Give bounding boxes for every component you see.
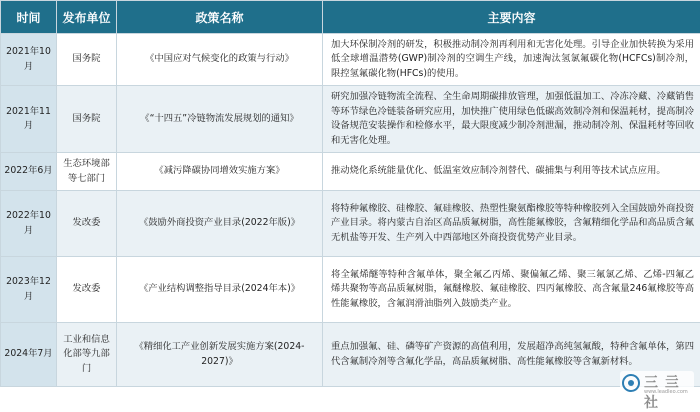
cell-policy: 《产业结构调整指导目录(2024年本)》 <box>117 257 323 323</box>
cell-unit: 国务院 <box>57 86 117 153</box>
header-policy: 政策名称 <box>117 1 323 34</box>
cell-time: 2023年12月 <box>1 257 57 323</box>
cell-policy: 《鼓励外商投资产业目录(2022年版)》 <box>117 191 323 257</box>
cell-content: 加大环保制冷剂的研发，积极推动制冷剂再利用和无害化处理。引导企业加快转换为采用低全球增温潜势(GWP)制冷剂的空调生产线，加速淘汰氢氯氟碳化物(HCFCs)制冷剂，限控氢氟碳化物(HFCs)的使用。 <box>323 34 700 86</box>
watermark-name: 三 亖 <box>644 372 694 412</box>
table-row <box>1 323 700 387</box>
cell-content: 重点加强氟、硅、磷等矿产资源的高值利用，发展超净高纯氢氟酸，特种含氟单体，第四代含氟制冷剂等含氟化学品，高品质氟树脂、高性能氟橡胶等含氟新材料。 <box>323 323 700 387</box>
header-time: 时间 <box>1 1 57 34</box>
cell-policy: 《精细化工产业创新发展实施方案(2024-2027)》 <box>117 323 323 387</box>
cell-unit: 国务院 <box>57 34 117 86</box>
cell-content: 将全氟烯醚等特种含氟单体，聚全氟乙丙烯、聚偏氟乙烯、聚三氟氯乙烯、乙烯-四氟乙烯共聚物等高品质氟树脂，氟醚橡胶、氟硅橡胶、四丙氟橡胶、高含氟量246氟橡胶等高性能氟橡胶，含氟润滑油脂列入鼓励类产业。 <box>323 257 700 323</box>
cell-policy: 《中国应对气候变化的政策与行动》 <box>117 34 323 86</box>
cell-time: 2022年10月 <box>1 191 57 257</box>
cell-time: 2024年7月 <box>1 323 57 387</box>
cell-time: 2022年6月 <box>1 153 57 191</box>
watermark-logo <box>620 371 694 397</box>
header-content: 主要内容 <box>323 1 700 34</box>
cell-unit: 发改委 <box>57 191 117 257</box>
cell-unit: 生态环境部等七部门 <box>57 153 117 191</box>
cell-time: 2021年11月 <box>1 86 57 153</box>
table-row <box>1 86 700 153</box>
cell-policy: 《“十四五”冷链物流发展规划的通知》 <box>117 86 323 153</box>
cell-content: 将特种氟橡胶、硅橡胶、氟硅橡胶、热塑性聚氨酯橡胶等特种橡胶列入全国鼓励外商投资产业目录。将内蒙古自治区高品质氟树脂，高性能氟橡胶，含氟精细化学品和高品质含氟无机盐等开发、生产列入中西部地区外商投资优势产业目录。 <box>323 191 700 257</box>
cell-unit: 发改委 <box>57 257 117 323</box>
table-row <box>1 34 700 86</box>
cell-content: 研究加强冷链物流全流程、全生命周期碳排放管理，加强低温加工、冷冻冷藏、冷藏销售等环节绿色冷链装备研究应用，加快推广使用绿色低碳高效制冷剂和保温耗材，提高制冷设备规范安装操作和检修水平，最大限度减少制冷剂泄漏，推动制冷剂、保温耗材等回收和无害化处理。 <box>323 86 700 153</box>
header-unit: 发布单位 <box>57 1 117 34</box>
cell-time: 2021年10月 <box>1 34 57 86</box>
logo-icon <box>622 374 640 392</box>
cell-content: 推动烧化系统能量优化、低温室效应制冷剂替代、碳捕集与利用等技术试点应用。 <box>323 153 700 191</box>
cell-policy: 《减污降碳协同增效实施方案》 <box>117 153 323 191</box>
table-row <box>1 191 700 257</box>
watermark-url: www.leadleo.com <box>644 389 688 395</box>
table-row <box>1 153 700 191</box>
header-row <box>1 1 700 34</box>
cell-unit: 工业和信息化部等九部门 <box>57 323 117 387</box>
table-row <box>1 257 700 323</box>
